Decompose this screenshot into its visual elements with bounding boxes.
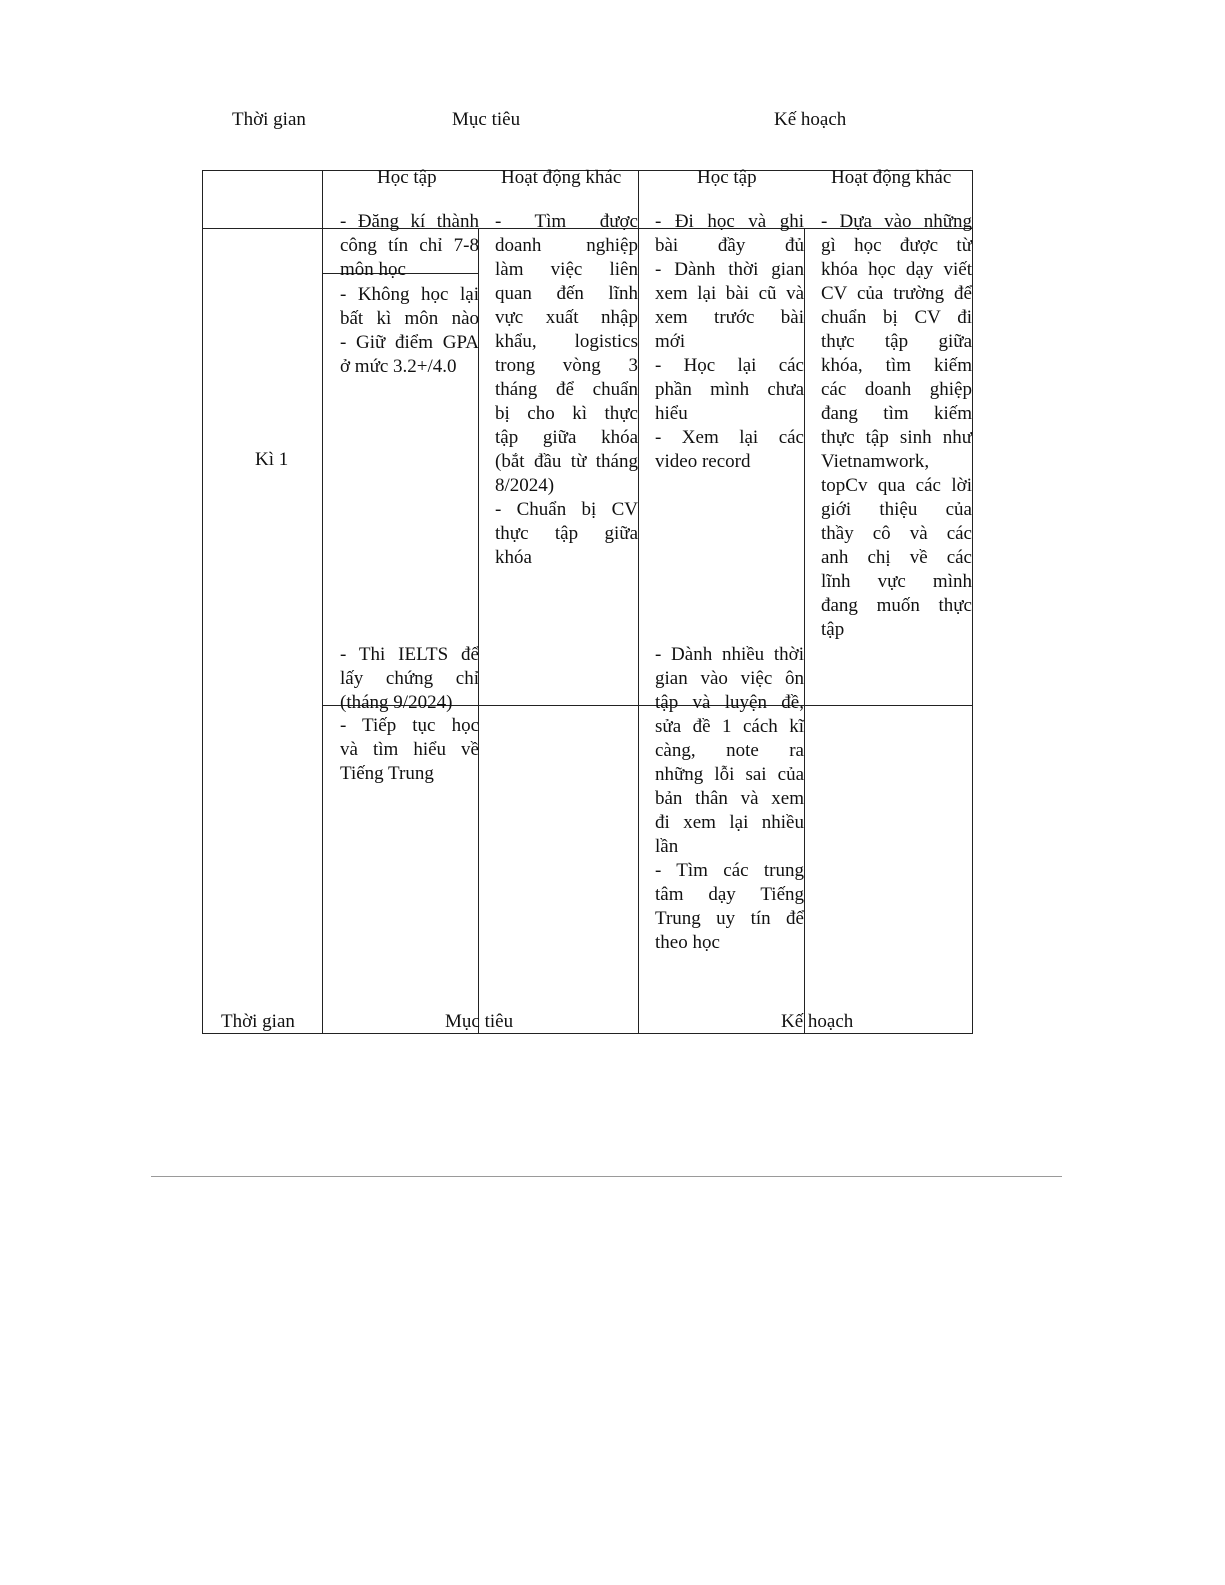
heading-time: Thời gian — [232, 109, 306, 130]
text-line: mới — [655, 331, 686, 352]
text-line: quan đến lĩnh — [495, 283, 638, 304]
plan-study-top — [655, 210, 804, 474]
footer-plan: Kế hoạch — [781, 1011, 854, 1032]
text-line: - Dựa vào những — [821, 211, 972, 232]
text-line: chuẩn bị CV đi — [821, 307, 972, 328]
text-line: làm việc liên — [495, 259, 638, 280]
text-line: bị cho kì thực — [495, 403, 638, 424]
plan-other-list — [821, 210, 972, 642]
text-line: đang tìm kiếm — [821, 403, 972, 424]
text-line: tập — [821, 619, 845, 640]
text-line: Trung uy tín để — [655, 908, 804, 929]
text-line: thầy cô và các — [821, 523, 972, 544]
subheader-goal-study: Học tập — [377, 167, 437, 188]
text-line: lần — [655, 836, 679, 857]
subheader-plan-other: Hoạt động khác — [831, 167, 952, 188]
text-line: khóa — [495, 547, 532, 568]
text-line: Vietnamwork, — [821, 451, 930, 472]
text-line: - Tiếp tục học — [340, 715, 479, 736]
goal-other-list — [495, 210, 638, 570]
plan-study-bottom — [655, 643, 804, 955]
goal-study-chinese — [340, 714, 479, 786]
text-line: tập giữa khóa — [495, 427, 638, 448]
text-line: thực tập giữa — [821, 331, 972, 352]
text-line: (tháng 9/2024) — [340, 692, 453, 713]
text-line: bản thân và xem — [655, 788, 804, 809]
text-line: xem lại bài cũ và — [655, 283, 804, 304]
text-line: 8/2024) — [495, 475, 555, 496]
text-line: môn học — [340, 259, 406, 280]
text-line: - Học lại các — [655, 355, 804, 376]
footer-time: Thời gian — [221, 1011, 295, 1032]
text-line: - Không học lại — [340, 284, 479, 305]
text-line: - Thi IELTS để — [340, 644, 479, 665]
text-line: theo học — [655, 932, 720, 953]
text-line: - Xem lại các — [655, 427, 804, 448]
heading-plan: Kế hoạch — [774, 109, 847, 130]
text-line: (bắt đầu từ tháng — [495, 451, 638, 472]
text-line: đang muốn thực — [821, 595, 972, 616]
goal-study-mid — [340, 283, 479, 379]
text-line: vực xuất nhập — [495, 307, 638, 328]
text-line: video record — [655, 451, 751, 472]
text-line: những lỗi sai của — [655, 764, 804, 785]
text-line: - Đi học và ghi — [655, 211, 804, 232]
text-line: lấy chứng chỉ — [340, 668, 479, 689]
text-line: thực tập giữa — [495, 523, 638, 544]
text-line: xem trước bài — [655, 307, 804, 328]
text-line: - Giữ điểm GPA — [340, 332, 479, 353]
goal-study-top — [340, 210, 479, 282]
text-line: gì học được từ — [821, 235, 972, 256]
text-line: - Chuẩn bị CV — [495, 499, 638, 520]
term-label: Kì 1 — [255, 449, 289, 470]
text-line: tâm dạy Tiếng — [655, 884, 804, 905]
heading-goal: Mục tiêu — [452, 109, 521, 130]
text-line: ở mức 3.2+/4.0 — [340, 356, 457, 377]
text-line: phần mình chưa — [655, 379, 804, 400]
text-line: - Tìm được — [495, 211, 638, 232]
text-line: và tìm hiểu về — [340, 739, 479, 760]
text-line: - Tìm các trung — [655, 860, 804, 881]
text-line: hiểu — [655, 403, 688, 424]
text-line: - Đăng kí thành — [340, 211, 479, 232]
page-separator — [151, 1176, 1062, 1177]
text-line: topCv qua các lời — [821, 475, 972, 496]
text-line: thực tập sinh như — [821, 427, 972, 448]
goal-study-ielts — [340, 643, 479, 715]
text-line: - Dành nhiều thời — [655, 644, 804, 665]
text-line: tập và luyện đề, — [655, 692, 804, 713]
subheader-goal-other: Hoạt động khác — [501, 167, 622, 188]
text-line: càng, note ra — [655, 740, 804, 761]
text-line: anh chị về các — [821, 547, 972, 568]
text-line: đi xem lại nhiều — [655, 812, 804, 833]
text-line: gian vào việc ôn — [655, 668, 804, 689]
text-line: trong vòng 3 — [495, 355, 638, 376]
text-line: khẩu, logistics — [495, 331, 638, 352]
text-line: giới thiệu của — [821, 499, 972, 520]
text-line: khóa, tìm kiếm — [821, 355, 972, 376]
text-line: khóa học dạy viết — [821, 259, 972, 280]
text-line: các doanh ghiệp — [821, 379, 972, 400]
text-line: bài đầy đủ — [655, 235, 804, 256]
text-line: công tín chỉ 7-8 — [340, 235, 479, 256]
text-line: doanh nghiệp — [495, 235, 638, 256]
text-line: Tiếng Trung — [340, 763, 434, 784]
footer-goal: Mục tiêu — [445, 1011, 514, 1032]
text-line: - Dành thời gian — [655, 259, 804, 280]
subheader-plan-study: Học tập — [697, 167, 757, 188]
text-line: bất kì môn nào — [340, 308, 479, 329]
text-line: sửa đề 1 cách kĩ — [655, 716, 804, 737]
text-line: lĩnh vực mình — [821, 571, 972, 592]
text-line: CV của trường để — [821, 283, 972, 304]
text-line: tháng để chuẩn — [495, 379, 638, 400]
